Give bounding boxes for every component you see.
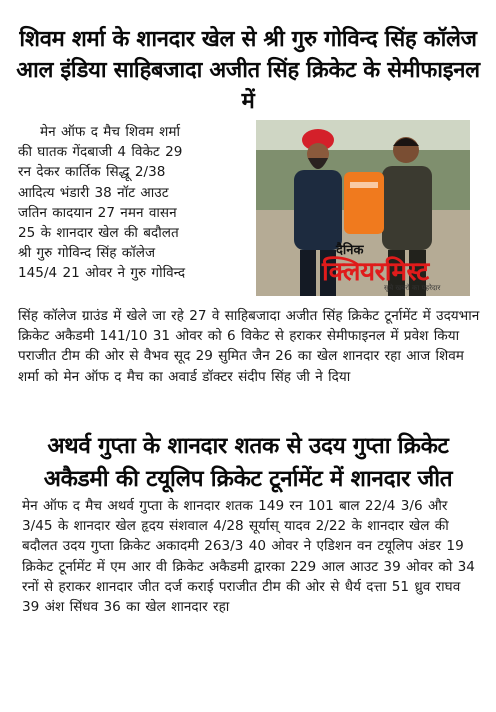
brand-prefix: दैनिक (336, 243, 364, 258)
story1-line: आदित्य भंडारी 38 नॉट आउट (18, 184, 169, 201)
story1-line: 25 के शानदार खेल की बदौलत (18, 225, 179, 242)
story1-body-column (18, 122, 250, 284)
story1-line: रन देकर कार्तिक सिद्धू 2/38 (18, 164, 166, 181)
brand-tagline: सूचे खबरों का पहरेदार (384, 284, 441, 292)
brand-name: क्लियरमिस्ट (322, 257, 429, 287)
story2-body: मेन ऑफ द मैच अथर्व गुप्ता के शानदार शतक 149 रन 101 बाल 22/4 3/6 और 3/45 के शानदार खेल हृदय संशवाल 4/28 सूर्यास् यादव 2/22 के शानदार खेल की बदौलत उदय गुप्ता क्रिकेट अकादमी 263/3 40 ओवर ने एडिशन वन टयूलिप अंडर 19 क्रिकेट टूर्नामेंट में एम आर वी क्रिकेट अकैडमी द्वारका 229 आल आउट 39 ओवर को 34 रनों से हराकर शानदार जीत दर्ज कराई पराजीत टीम की ओर से धैर्य दत्ता 51 ध्रुव राघव 39 अंश सिंधव 36 का खेल शानदार रहा (22, 498, 475, 616)
story2-headline: अथर्व गुप्ता के शानदार शतक से उदय गुप्ता क्रिकेट अकैडमी की टयूलिप क्रिकेट टूर्नामेंट में शानदार जीत (43, 433, 453, 492)
story1-body-continued: सिंह कॉलेज ग्राउंड में खेले जा रहे 27 वे साहिबजादा अजीत सिंह क्रिकेट टूर्नामेंट में उदयभान क्रिकेट अकैडमी 141/10 31 ओवर को 6 विकेट से हराकर सेमीफाइनल में प्रवेश किया पराजीत टीम की ओर से वैभव सूद 29 सुमित जैन 26 का खेल शानदार रहा आज शिवम शर्मा को मेन ऑफ द मैच का अवार्ड डॉक्टर संदीप सिंह जी ने दिया (18, 308, 480, 385)
story1-headline: शिवम शर्मा के शानदार खेल से श्री गुरु गोविन्द सिंह कॉलेज आल इंडिया साहिबजादा अजीत सिंह क्रिकेट के सेमीफाइनल में (16, 27, 480, 114)
story1-line: जतिन कादयान 27 नमन वासन (18, 204, 177, 221)
story1-line: मेन ऑफ द मैच शिवम शर्मा (40, 124, 180, 140)
newspaper-brand-logo (300, 240, 470, 298)
story1-line: श्री गुरु गोविन्द सिंह कॉलेज (18, 245, 156, 262)
story1-line: 145/4 21 ओवर ने गुरु गोविन्द (18, 265, 186, 282)
story1-line: की घातक गेंदबाजी 4 विकेट 29 (18, 144, 183, 161)
